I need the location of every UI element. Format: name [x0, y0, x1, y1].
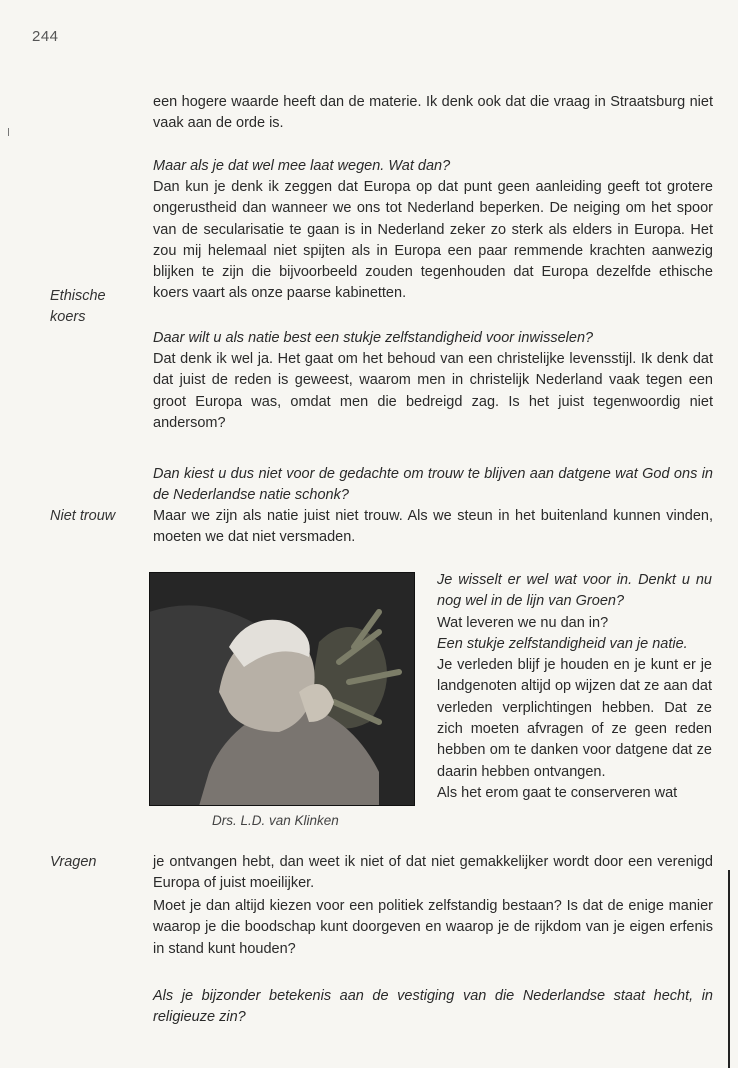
- answer-5: Je verleden blijf je houden en je kunt er je landgenoten altijd op wijzen dat ze aan dat verleden verplichtingen hebben. Dat ze zich moeten afvragen of ze geen reden hebben om te danken voor datgene dat ze daarin hebben ontvangen.: [437, 657, 712, 780]
- answer-2: Dat denk ik wel ja. Het gaat om het behoud van een christelijke levensstijl. Ik denk dat dat juist de reden is geweest, waarom men in christelijk Nederland vaak tegen een groot Europa was, omdat men die bedreigd zag. Is het juist tegenwoordig niet andersom?: [153, 351, 713, 431]
- narrow-column: [437, 570, 712, 804]
- answer-6-start: Als het erom gaat te conserveren wat: [437, 784, 678, 801]
- photo-caption: Drs. L.D. van Klinken: [212, 813, 339, 828]
- answer-6-rest: je ontvangen hebt, dan weet ik niet of dat niet gemakkelijker wordt door een verenigd Europa of juist moeilijker.: [153, 854, 713, 892]
- question-5: Een stukje zelfstandigheid van je natie.: [437, 635, 688, 652]
- question-6: Als je bijzonder betekenis aan de vestiging van die Nederlandse staat hecht, in religieuze zin?: [153, 988, 713, 1026]
- answer-7: Moet je dan altijd kiezen voor een politiek zelfstandig bestaan? Is dat de enige manier waarop je die boodschap kunt doorgeven en waarop je de rijkdom van je eigen erfenis in stand kunt houden?: [153, 898, 713, 957]
- question-2: Daar wilt u als natie best een stukje zelfstandigheid voor inwisselen?: [153, 330, 594, 346]
- answer-1: Dan kun je denk ik zeggen dat Europa op dat punt geen aanleiding geeft tot grotere ongerustheid dan wanneer we ons tot Nederland beperken. De neiging om het spoor van de secularisatie te gaan is in Nederland zeker zo sterk als elders in Europa. Het zou mij helemaal niet spijten als in Europa een paar remmende krachten aanwezig blijken te zijn die bijvoorbeeld zouden tegenhouden dat Europa dezelfde ethische koers vaart als onze paarse kabinetten.: [153, 179, 713, 302]
- margin-note-ethische-line1: Ethische: [50, 288, 106, 304]
- page-edge-rule: [728, 870, 730, 1068]
- answer-4: Wat leveren we nu dan in?: [437, 614, 609, 631]
- question-4: Je wisselt er wel wat voor in. Denkt u nu nog wel in de lijn van Groen?: [437, 572, 712, 610]
- question-1: Maar als je dat wel mee laat wegen. Wat dan?: [153, 158, 451, 174]
- margin-note-ethische: [50, 286, 106, 328]
- margin-note-niet-trouw: Niet trouw: [50, 508, 116, 524]
- portrait-photo-drawing: [149, 572, 415, 806]
- paragraph-1: een hogere waarde heeft dan de materie. Ik denk ook dat die vraag in Straatsburg niet vaak aan de orde is.: [153, 94, 713, 132]
- margin-mark: [8, 128, 9, 136]
- margin-note-vragen: Vragen: [50, 854, 97, 870]
- portrait-photo: [149, 572, 415, 806]
- page-number: 244: [32, 28, 59, 45]
- answer-3: Maar we zijn als natie juist niet trouw. Als we steun in het buitenland kunnen vinden, moeten we dat niet versmaden.: [153, 508, 713, 546]
- margin-note-ethische-line2: koers: [50, 309, 86, 325]
- question-3: Dan kiest u dus niet voor de gedachte om trouw te blijven aan datgene wat God ons in de Nederlandse natie schonk?: [153, 466, 713, 504]
